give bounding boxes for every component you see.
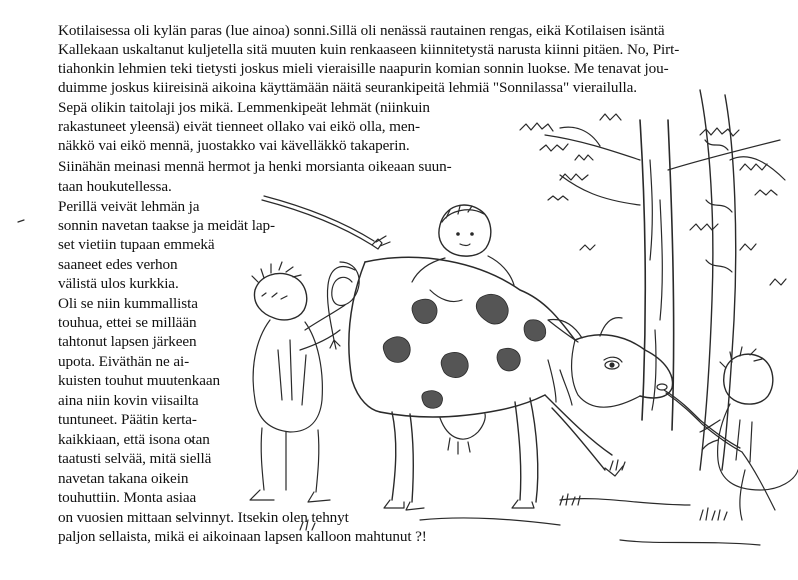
story-line: aina niin kovin viisailta <box>58 392 199 409</box>
child-with-stick-sketch <box>250 196 390 502</box>
story-line: näkkö vai eikö mennä, juostakko vai kävelläkkö takaperin. <box>58 137 410 154</box>
story-line: tahtonut lapsen järkeen <box>58 333 197 350</box>
story-line: saaneet edes verhon <box>58 256 178 273</box>
story-line: sonnin navetan taakse ja meidät lap- <box>58 217 275 234</box>
story-line: Sepä olikin taitolaji jos mikä. Lemmenkipeät lehmät (niinkuin <box>58 99 430 116</box>
story-line: kuisten touhut muutenkaan <box>58 372 221 389</box>
story-line: duimme joskus kiireisinä aikoina käyttämään näitä seurankipeitä lehmiä "Sonnilassa" vierailulla. <box>58 79 637 96</box>
story-line: on vuosien mittaan selvinnyt. Itsekin olen tehnyt <box>58 509 349 526</box>
story-line: navetan takana oikein <box>58 470 189 487</box>
story-line: touhuttiin. Monta asiaa <box>58 489 197 506</box>
story-line: tuntuneet. Päätin kerta- <box>58 411 197 428</box>
story-line: upota. Eiväthän ne ai- <box>58 353 190 370</box>
story-line: välistä ulos kurkkia. <box>58 275 179 292</box>
story-line: Kallekaan uskaltanut kuljetella sitä muuten kuin renkaaseen kiinnitetystä narusta kiinni pitäen. No, Pirt- <box>58 41 680 58</box>
tree-sketch <box>520 90 786 470</box>
story-line: taan houkutellessa. <box>58 178 172 195</box>
rope-sketch <box>664 390 775 520</box>
story-line: touhua, ettei se millään <box>58 314 197 331</box>
story-line: Siinähän meinasi mennä hermot ja henki morsianta oikeaan suun- <box>58 158 452 175</box>
cow-sketch <box>327 257 672 510</box>
story-line: Perillä veivät lehmän ja <box>58 198 200 215</box>
story-line: tiahonkin lehmien teki tietysti joskus mieli vieraisille naapurin komian sonnin luokse. Me tenavat jou- <box>58 60 669 77</box>
story-line: kaikkiaan, että isona otan <box>58 431 210 448</box>
story-line: taatusti selvää, mitä siellä <box>58 450 212 467</box>
story-line: rakastuneet yleensä) eivät tienneet ollako vai eikö olla, men- <box>58 118 420 135</box>
story-line: Oli se niin kummallista <box>58 295 198 312</box>
child-right-sketch <box>700 347 798 490</box>
story-line: paljon sellaista, mikä ei aikoinaan lapsen kalloon mahtunut ?! <box>58 528 427 545</box>
story-line: Kotilaisessa oli kylän paras (lue ainoa) sonni.Sillä oli nenässä rautainen rengas, eikä Kotilaisen isäntä <box>58 22 665 39</box>
child-center-sketch <box>412 205 514 302</box>
story-line: set vietiin tupaan emmekä <box>58 236 215 253</box>
